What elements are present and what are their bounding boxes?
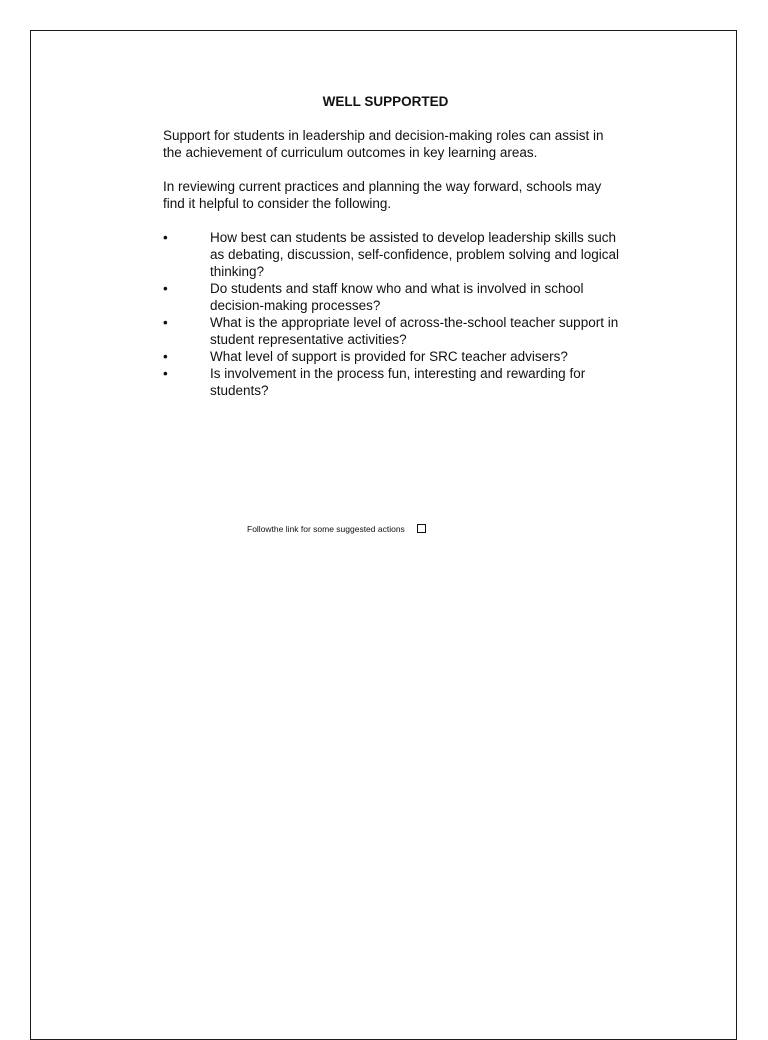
list-item (163, 229, 623, 280)
suggested-actions-link[interactable] (247, 524, 426, 534)
list-item-text: What level of support is provided for SRC teacher advisers? (210, 349, 568, 364)
bullet-icon: • (163, 366, 168, 381)
bullet-icon: • (163, 315, 168, 330)
considerations-list (163, 229, 623, 399)
bullet-icon: • (163, 349, 168, 364)
document-page (30, 30, 737, 1040)
list-item-text: What is the appropriate level of across-the-school teacher support in student representative activities? (210, 315, 619, 347)
list-item (163, 314, 623, 348)
link-box-icon[interactable] (417, 524, 426, 533)
list-item-text: Do students and staff know who and what is involved in school decision-making processes? (210, 281, 584, 313)
document-body (163, 93, 623, 399)
page-title: WELL SUPPORTED (322, 94, 449, 109)
bullet-icon: • (163, 230, 168, 245)
list-item (163, 280, 623, 314)
intro-paragraph: Support for students in leadership and decision-making roles can assist in the achievement of curriculum outcomes in key learning areas. (163, 128, 604, 160)
list-item (163, 365, 623, 399)
suggested-actions-link-text[interactable]: Followthe link for some suggested actions (247, 524, 405, 534)
bullet-icon: • (163, 281, 168, 296)
list-item-text: How best can students be assisted to develop leadership skills such as debating, discussion, self-confidence, problem solving and logical thinking? (210, 230, 619, 279)
list-item (163, 348, 623, 365)
consider-paragraph: In reviewing current practices and planning the way forward, schools may find it helpful to consider the following. (163, 179, 602, 211)
list-item-text: Is involvement in the process fun, interesting and rewarding for students? (210, 366, 586, 398)
